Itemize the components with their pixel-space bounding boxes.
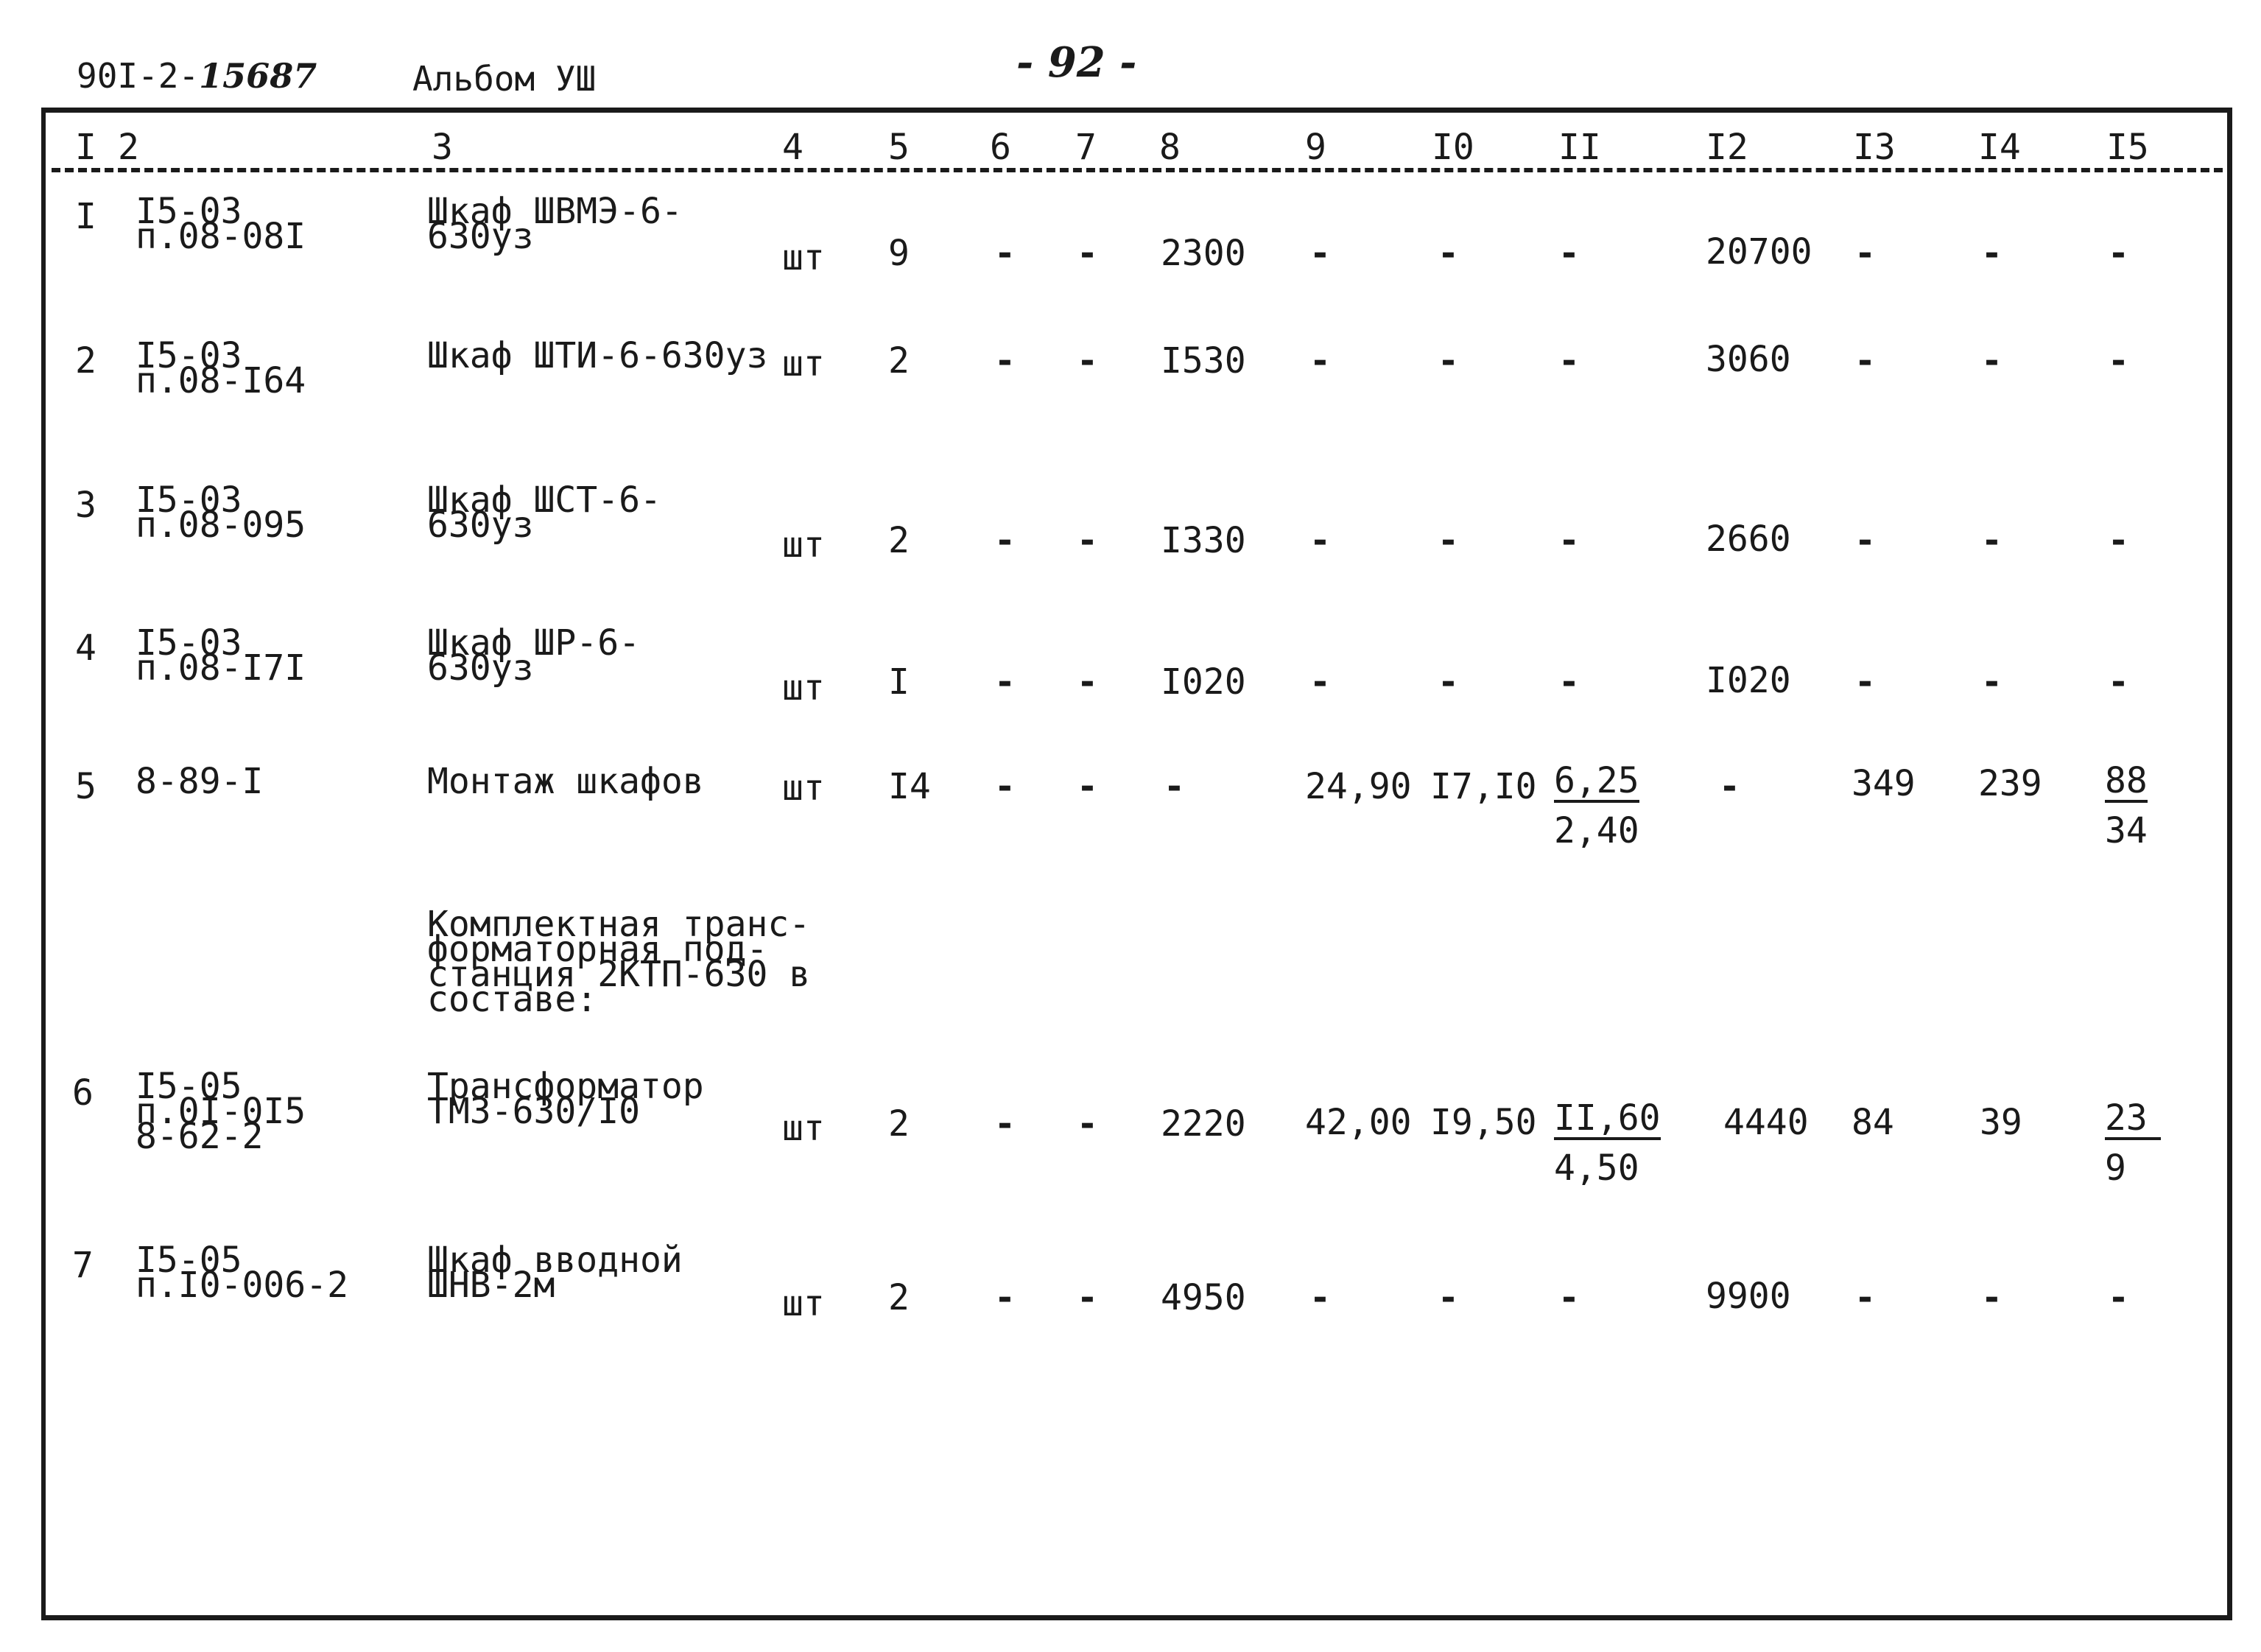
column-header: 2 — [118, 127, 139, 168]
column-header: 9 — [1305, 127, 1326, 168]
quantity: I — [888, 661, 910, 703]
fraction-denominator: 9 — [2105, 1147, 2126, 1189]
group-title: Комплектная транс- форматорная под- станция 2КТП-630 в составе: — [427, 904, 811, 1020]
cell-col6: - — [994, 520, 1016, 561]
fraction-numerator: 23 — [2105, 1100, 2161, 1140]
quantity: 2 — [888, 1277, 910, 1318]
cell-col15: - — [2108, 661, 2129, 703]
price-code: I5-03 п.08-I7I — [136, 622, 306, 689]
cell-col13: 349 — [1852, 763, 1916, 804]
row-number: 3 — [75, 485, 96, 526]
row-number: I — [75, 196, 96, 237]
cell-col7: - — [1077, 661, 1098, 703]
cell-col14: - — [1981, 520, 2002, 561]
item-name: Трансформатор ТМЗ-630/I0 — [427, 1066, 704, 1132]
column-header: I3 — [1853, 127, 1896, 168]
row-number: 4 — [75, 628, 96, 669]
cell-col8: I020 — [1161, 661, 1246, 703]
quantity: 9 — [888, 233, 910, 274]
cell-col12: 9900 — [1706, 1276, 1791, 1317]
header-rule — [52, 168, 2223, 172]
column-header: II — [1558, 127, 1601, 168]
unit: шт — [782, 767, 825, 809]
cell-col6: - — [994, 1277, 1016, 1318]
cell-col6: - — [994, 233, 1016, 274]
cell-col15-fraction — [2105, 1097, 2161, 1189]
cell-col9: 24,90 — [1305, 766, 1412, 807]
fraction-denominator: 4,50 — [1554, 1147, 1639, 1189]
cell-col9: 42,00 — [1305, 1102, 1412, 1143]
column-header: I2 — [1706, 127, 1748, 168]
cell-col13: - — [1854, 233, 1876, 274]
cell-col14: - — [1981, 1277, 2002, 1318]
cell-col7: - — [1077, 766, 1098, 807]
quantity: 2 — [888, 520, 910, 561]
quantity: 2 — [888, 1103, 910, 1145]
cell-col9: - — [1309, 340, 1331, 382]
document-code-prefix: 90I-2- — [77, 56, 200, 96]
cell-col12: I020 — [1706, 660, 1791, 701]
page-number: - 92 - — [1016, 38, 1137, 87]
cell-col11: - — [1558, 233, 1580, 274]
item-name: Шкаф ШР-6- 630уз — [427, 622, 640, 689]
unit: шт — [782, 1283, 825, 1324]
column-header: I5 — [2106, 127, 2149, 168]
item-name: Шкаф ШВМЭ-6- 630уз — [427, 191, 683, 257]
document-code-handwritten: 15687 — [199, 56, 317, 96]
unit: шт — [782, 343, 825, 384]
quantity: I4 — [888, 766, 931, 807]
cell-col8: I530 — [1161, 340, 1246, 382]
column-header: 5 — [888, 127, 910, 168]
cell-col10: - — [1438, 520, 1459, 561]
cell-col14: - — [1981, 233, 2002, 274]
cell-col12: 4440 — [1723, 1102, 1809, 1143]
cell-col8: 2300 — [1161, 233, 1246, 274]
table-frame — [41, 108, 2232, 1620]
cell-col10: I9,50 — [1430, 1102, 1537, 1143]
cell-col13: - — [1854, 1277, 1876, 1318]
cell-col12: 3060 — [1706, 339, 1791, 380]
cell-col6: - — [994, 340, 1016, 382]
fraction-denominator: 2,40 — [1554, 810, 1639, 851]
fraction-numerator: 88 — [2105, 760, 2148, 801]
fraction-numerator: II,60 — [1554, 1097, 1661, 1139]
cell-col7: - — [1077, 1103, 1098, 1145]
quantity: 2 — [888, 340, 910, 382]
row-number: 7 — [72, 1245, 94, 1286]
cell-col7: - — [1077, 340, 1098, 382]
unit: шт — [782, 667, 825, 709]
cell-col13: - — [1854, 520, 1876, 561]
cell-col6: - — [994, 766, 1016, 807]
cell-col11: - — [1558, 1277, 1580, 1318]
cell-col9: - — [1309, 520, 1331, 561]
cell-col10: - — [1438, 340, 1459, 382]
cell-col15: - — [2108, 340, 2129, 382]
column-header: I0 — [1432, 127, 1474, 168]
cell-col7: - — [1077, 520, 1098, 561]
column-header: 6 — [990, 127, 1011, 168]
cell-col15: - — [2108, 520, 2129, 561]
item-name: Шкаф вводной ШНВ-2м — [427, 1240, 683, 1306]
column-header: 3 — [432, 127, 453, 168]
cell-col9: - — [1309, 661, 1331, 703]
item-name: Шкаф ШТИ-6-630уз — [427, 335, 768, 376]
cell-col10: - — [1438, 233, 1459, 274]
cell-col10: - — [1438, 1277, 1459, 1318]
cell-col11-fraction — [1554, 760, 1639, 851]
item-name: Шкаф ШСТ-6- 630уз — [427, 479, 661, 546]
cell-col9: - — [1309, 233, 1331, 274]
row-number: 5 — [75, 766, 96, 807]
cell-col11: - — [1558, 340, 1580, 382]
fraction-denominator: 34 — [2105, 810, 2148, 851]
cell-col12: - — [1719, 766, 1740, 807]
cell-col13: - — [1854, 340, 1876, 382]
column-header: 7 — [1075, 127, 1097, 168]
row-number: 6 — [72, 1072, 94, 1114]
column-header: I4 — [1978, 127, 2021, 168]
price-code: I5-05 п.I0-006-2 — [136, 1240, 348, 1306]
column-header: 4 — [782, 127, 804, 168]
cell-col7: - — [1077, 233, 1098, 274]
price-code: I5-03 п.08-08I — [136, 191, 306, 257]
cell-col8: I330 — [1161, 520, 1246, 561]
item-name: Монтаж шкафов — [427, 761, 704, 802]
album-label: Альбом УШ — [412, 59, 597, 99]
cell-col10: - — [1438, 661, 1459, 703]
cell-col14: - — [1981, 340, 2002, 382]
document-code — [77, 56, 317, 96]
cell-col8: - — [1164, 766, 1185, 807]
cell-col15-fraction — [2105, 760, 2148, 851]
cell-col8: 2220 — [1161, 1103, 1246, 1145]
cell-col12: 20700 — [1706, 231, 1812, 273]
cell-col10: I7,I0 — [1430, 766, 1537, 807]
row-number: 2 — [75, 340, 96, 382]
cell-col6: - — [994, 661, 1016, 703]
fraction-numerator: 6,25 — [1554, 760, 1639, 801]
column-header: I — [75, 127, 96, 168]
cell-col14: 39 — [1980, 1102, 2022, 1143]
price-code: I5-05 п.0I-0I5 8-62-2 — [136, 1066, 306, 1157]
cell-col13: - — [1854, 661, 1876, 703]
cell-col12: 2660 — [1706, 519, 1791, 560]
cell-col15: - — [2108, 233, 2129, 274]
cell-col11-fraction — [1554, 1097, 1661, 1189]
cell-col8: 4950 — [1161, 1277, 1246, 1318]
cell-col11: - — [1558, 661, 1580, 703]
cell-col13: 84 — [1852, 1102, 1894, 1143]
unit: шт — [782, 1108, 825, 1149]
unit: шт — [782, 524, 825, 566]
price-code: I5-03 п.08-095 — [136, 479, 306, 546]
cell-col15: - — [2108, 1277, 2129, 1318]
cell-col7: - — [1077, 1277, 1098, 1318]
cell-col14: 239 — [1978, 763, 2042, 804]
cell-col14: - — [1981, 661, 2002, 703]
cell-col9: - — [1309, 1277, 1331, 1318]
column-header: 8 — [1159, 127, 1181, 168]
price-code: 8-89-I — [136, 761, 264, 802]
cell-col11: - — [1558, 520, 1580, 561]
price-code: I5-03 п.08-I64 — [136, 335, 306, 401]
cell-col6: - — [994, 1103, 1016, 1145]
unit: шт — [782, 237, 825, 278]
